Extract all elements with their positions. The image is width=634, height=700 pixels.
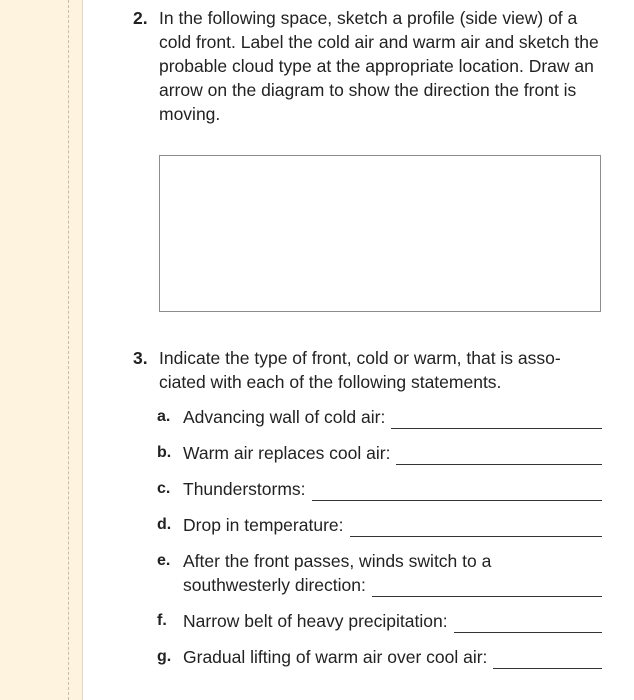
item-text-line1: After the front passes, winds switch to a — [183, 551, 492, 571]
item-c — [157, 477, 602, 501]
page-edge — [82, 0, 83, 700]
item-f — [157, 609, 602, 633]
answer-line-e[interactable] — [372, 578, 602, 597]
item-letter: a. — [157, 408, 171, 425]
item-text: Warm air replaces cool air: — [183, 443, 391, 463]
answer-line-f[interactable] — [454, 614, 602, 633]
item-text: Thunderstorms: — [183, 479, 306, 499]
answer-line-b[interactable] — [396, 446, 602, 465]
answer-line-g[interactable] — [493, 650, 602, 669]
item-letter: b. — [157, 444, 172, 461]
question-number: 3. — [133, 348, 148, 368]
answer-line-d[interactable] — [350, 518, 603, 537]
question-2 — [133, 6, 603, 126]
item-letter: e. — [157, 552, 171, 569]
item-letter: g. — [157, 648, 172, 665]
item-d — [157, 513, 602, 537]
item-text: Gradual lifting of warm air over cool air: — [183, 647, 488, 667]
item-text-line2: southwesterly direction: — [183, 575, 366, 595]
item-letter: d. — [157, 516, 172, 533]
question-3 — [133, 346, 603, 394]
item-e — [157, 549, 602, 597]
question-text: In the following space, sketch a profile (side view) of a cold front. Label the cold air and warm air and sketch the probable cloud type at the appropriate location. Draw an arrow on the diagram to show the direction the front is moving. — [159, 8, 599, 124]
question-text: Indicate the type of front, cold or warm, that is asso-ciated with each of the following statements. — [159, 348, 561, 392]
item-text: Advancing wall of cold air: — [183, 407, 386, 427]
item-letter: c. — [157, 480, 171, 497]
perforation-line — [68, 0, 69, 700]
answer-line-c[interactable] — [312, 482, 602, 501]
question-number: 2. — [133, 8, 148, 28]
item-letter: f. — [157, 612, 167, 629]
item-b — [157, 441, 602, 465]
answer-line-a[interactable] — [391, 410, 602, 429]
sketch-answer-box[interactable] — [159, 155, 601, 312]
item-text: Drop in temperature: — [183, 515, 344, 535]
item-a — [157, 405, 602, 429]
item-text: Narrow belt of heavy precipitation: — [183, 611, 448, 631]
item-g — [157, 645, 602, 669]
